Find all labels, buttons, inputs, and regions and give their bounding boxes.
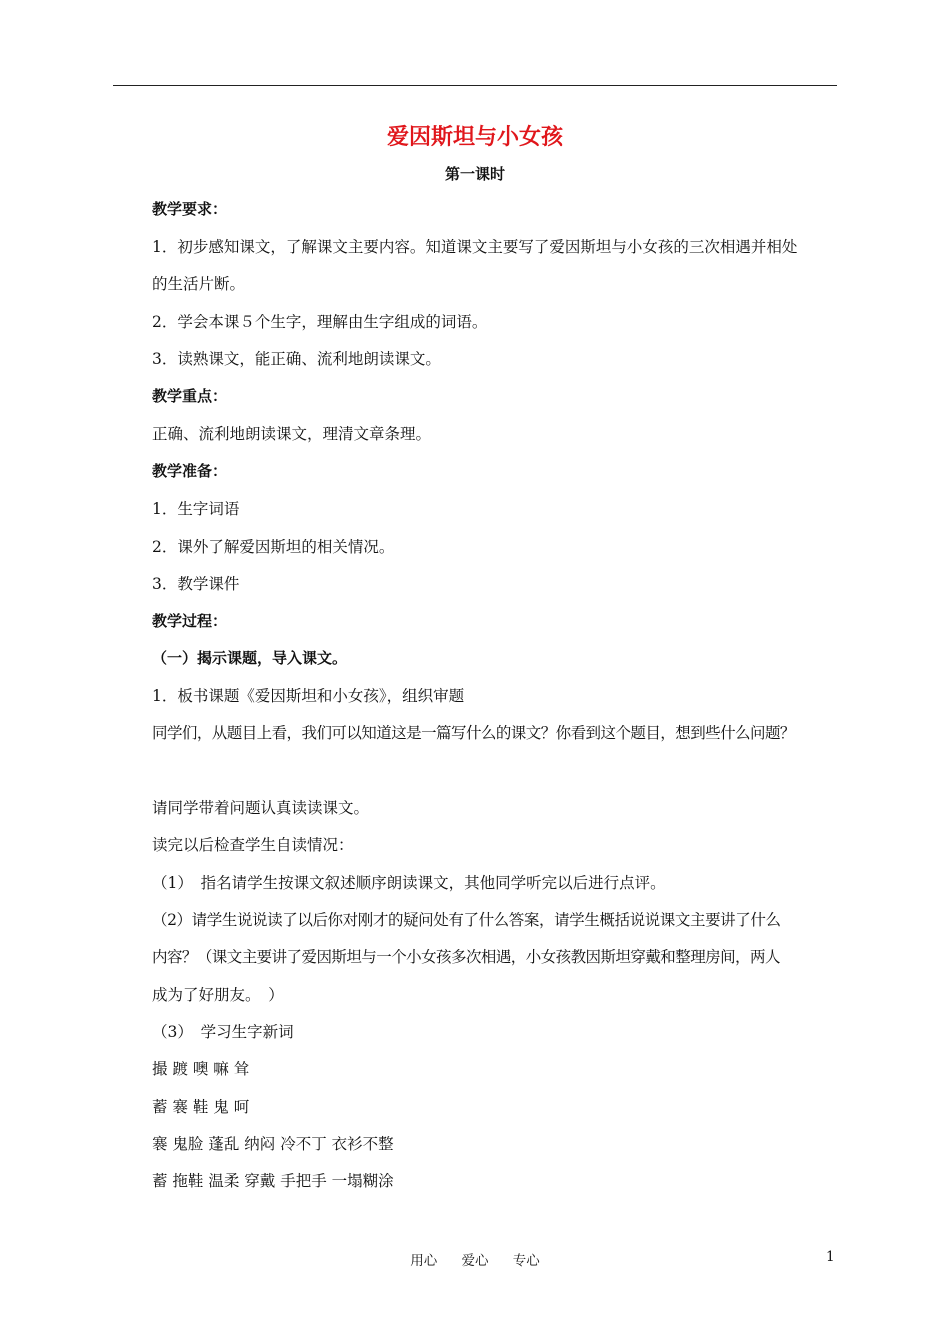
- paragraph: 1．生字词语: [152, 500, 240, 518]
- document-subtitle: 第一课时: [444, 165, 505, 183]
- paragraph: 1．板书课题《爱因斯坦和小女孩》，组织审题: [152, 687, 465, 705]
- footer-text: 用心: [410, 1253, 438, 1269]
- section-heading-preparation: 教学准备：: [152, 462, 228, 480]
- word-list: 蓄 拖鞋 温柔 穿戴 手把手 一塌糊涂: [152, 1172, 394, 1190]
- paragraph: （1） 指名请学生按课文叙述顺序朗读课文，其他同学听完以后进行点评。: [152, 874, 666, 892]
- paragraph: 正确、流利地朗读课文，理清文章条理。: [152, 425, 432, 443]
- word-list: 蓄 褰 鞋 鬼 呵: [152, 1098, 250, 1116]
- paragraph: 3．读熟课文，能正确、流利地朗读课文。: [152, 350, 441, 368]
- paragraph: 1．初步感知课文，了解课文主要内容。知道课文主要写了爱因斯坦与小女孩的三次相遇并相处: [152, 238, 798, 256]
- word-list: 撮 踱 噢 嘛 耸: [152, 1060, 250, 1078]
- paragraph: 成为了好朋友。 ）: [152, 986, 284, 1004]
- section-heading-process: 教学过程：: [152, 612, 228, 630]
- word-list: 褰 鬼脸 蓬乱 纳闷 冷不丁 衣衫不整: [152, 1135, 394, 1153]
- page-footer: [0, 1249, 950, 1269]
- paragraph: （2）请学生说说读了以后你对刚才的疑问处有了什么答案，请学生概括说说课文主要讲了什么: [152, 911, 781, 929]
- step-heading: （一）揭示课题，导入课文。: [152, 649, 348, 667]
- paragraph: 2．学会本课５个生字，理解由生字组成的词语。: [152, 313, 488, 331]
- section-heading-requirements: 教学要求：: [152, 200, 228, 218]
- header-rule: [113, 85, 837, 86]
- page-number: 1: [826, 1249, 835, 1265]
- paragraph: 读完以后检查学生自读情况：: [152, 836, 354, 854]
- document-title: 爱因斯坦与小女孩: [386, 125, 563, 150]
- paragraph: 同学们，从题目上看，我们可以知道这是一篇写什么的课文？你看到这个题目，想到些什么问题？: [152, 724, 795, 742]
- footer-text: 爱心: [461, 1253, 489, 1269]
- section-heading-focus: 教学重点：: [152, 387, 228, 405]
- paragraph: （3） 学习生字新词: [152, 1023, 294, 1041]
- footer-text: 专心: [512, 1253, 540, 1269]
- paragraph: 3．教学课件: [152, 575, 240, 593]
- paragraph: 请同学带着问题认真读读课文。: [152, 799, 370, 817]
- paragraph: 的生活片断。: [152, 275, 246, 293]
- paragraph: 内容？（课文主要讲了爱因斯坦与一个小女孩多次相遇，小女孩教因斯坦穿戴和整理房间，两人: [152, 948, 780, 966]
- paragraph: 2．课外了解爱因斯坦的相关情况。: [152, 538, 395, 556]
